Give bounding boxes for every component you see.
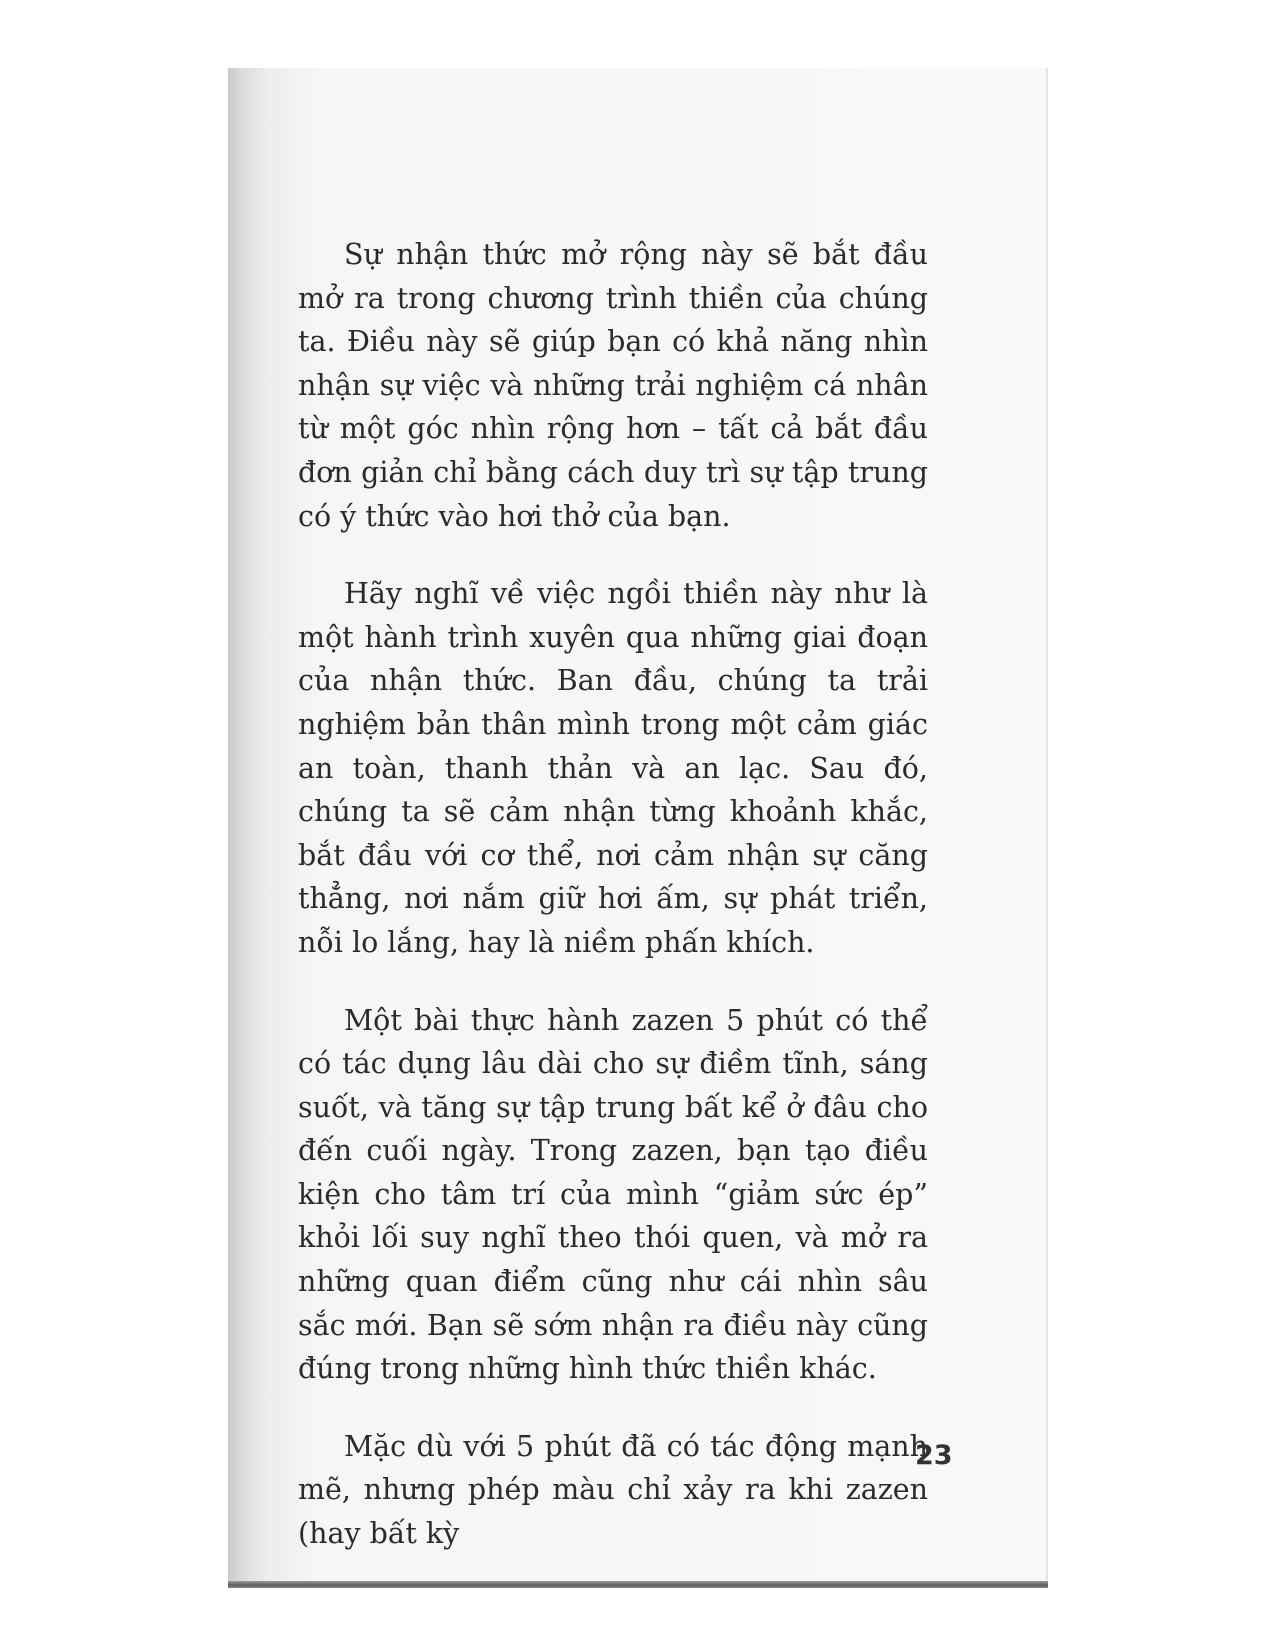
paragraph-3: Một bài thực hành zazen 5 phút có thể có tác dụng lâu dài cho sự điềm tĩnh, sáng suốt, và tăng sự tập trung bất kể ở đâu cho đến cuối ngày. Trong zazen, bạn tạo điều kiện cho tâm trí của mình “giảm sức ép” khỏi lối suy nghĩ theo thói quen, và mở ra những quan điểm cũng như cái nhìn sâu sắc mới. Bạn sẽ sớm nhận ra điều này cũng đúng trong những hình thức thiền khác.	[298, 1003, 928, 1386]
paragraph-2: Hãy nghĩ về việc ngồi thiền này như là một hành trình xuyên qua những giai đoạn của nhận thức. Ban đầu, chúng ta trải nghiệm bản thân mình trong một cảm giác an toàn, thanh thản và an lạc. Sau đó, chúng ta sẽ cảm nhận từng khoảnh khắc, bắt đầu với cơ thể, nơi cảm nhận sự căng thẳng, nơi nắm giữ hơi ấm, sự phát triển, nỗi lo lắng, hay là niềm phấn khích.	[298, 577, 928, 959]
paragraph-4: Mặc dù với 5 phút đã có tác động mạnh mẽ, nhưng phép màu chỉ xảy ra khi zazen (hay bất kỳ	[298, 1429, 928, 1551]
page-bottom-edge	[228, 1581, 1048, 1588]
paragraph-1: Sự nhận thức mở rộng này sẽ bắt đầu mở ra trong chương trình thiền của chúng ta. Điều này sẽ giúp bạn có khả năng nhìn nhận sự việc và những trải nghiệm cá nhân từ một góc nhìn rộng hơn – tất cả bắt đầu đơn giản chỉ bằng cách duy trì sự tập trung có ý thức vào hơi thở của bạn.	[298, 238, 928, 533]
page-number: 23	[915, 1440, 953, 1471]
body-text	[298, 233, 928, 1556]
